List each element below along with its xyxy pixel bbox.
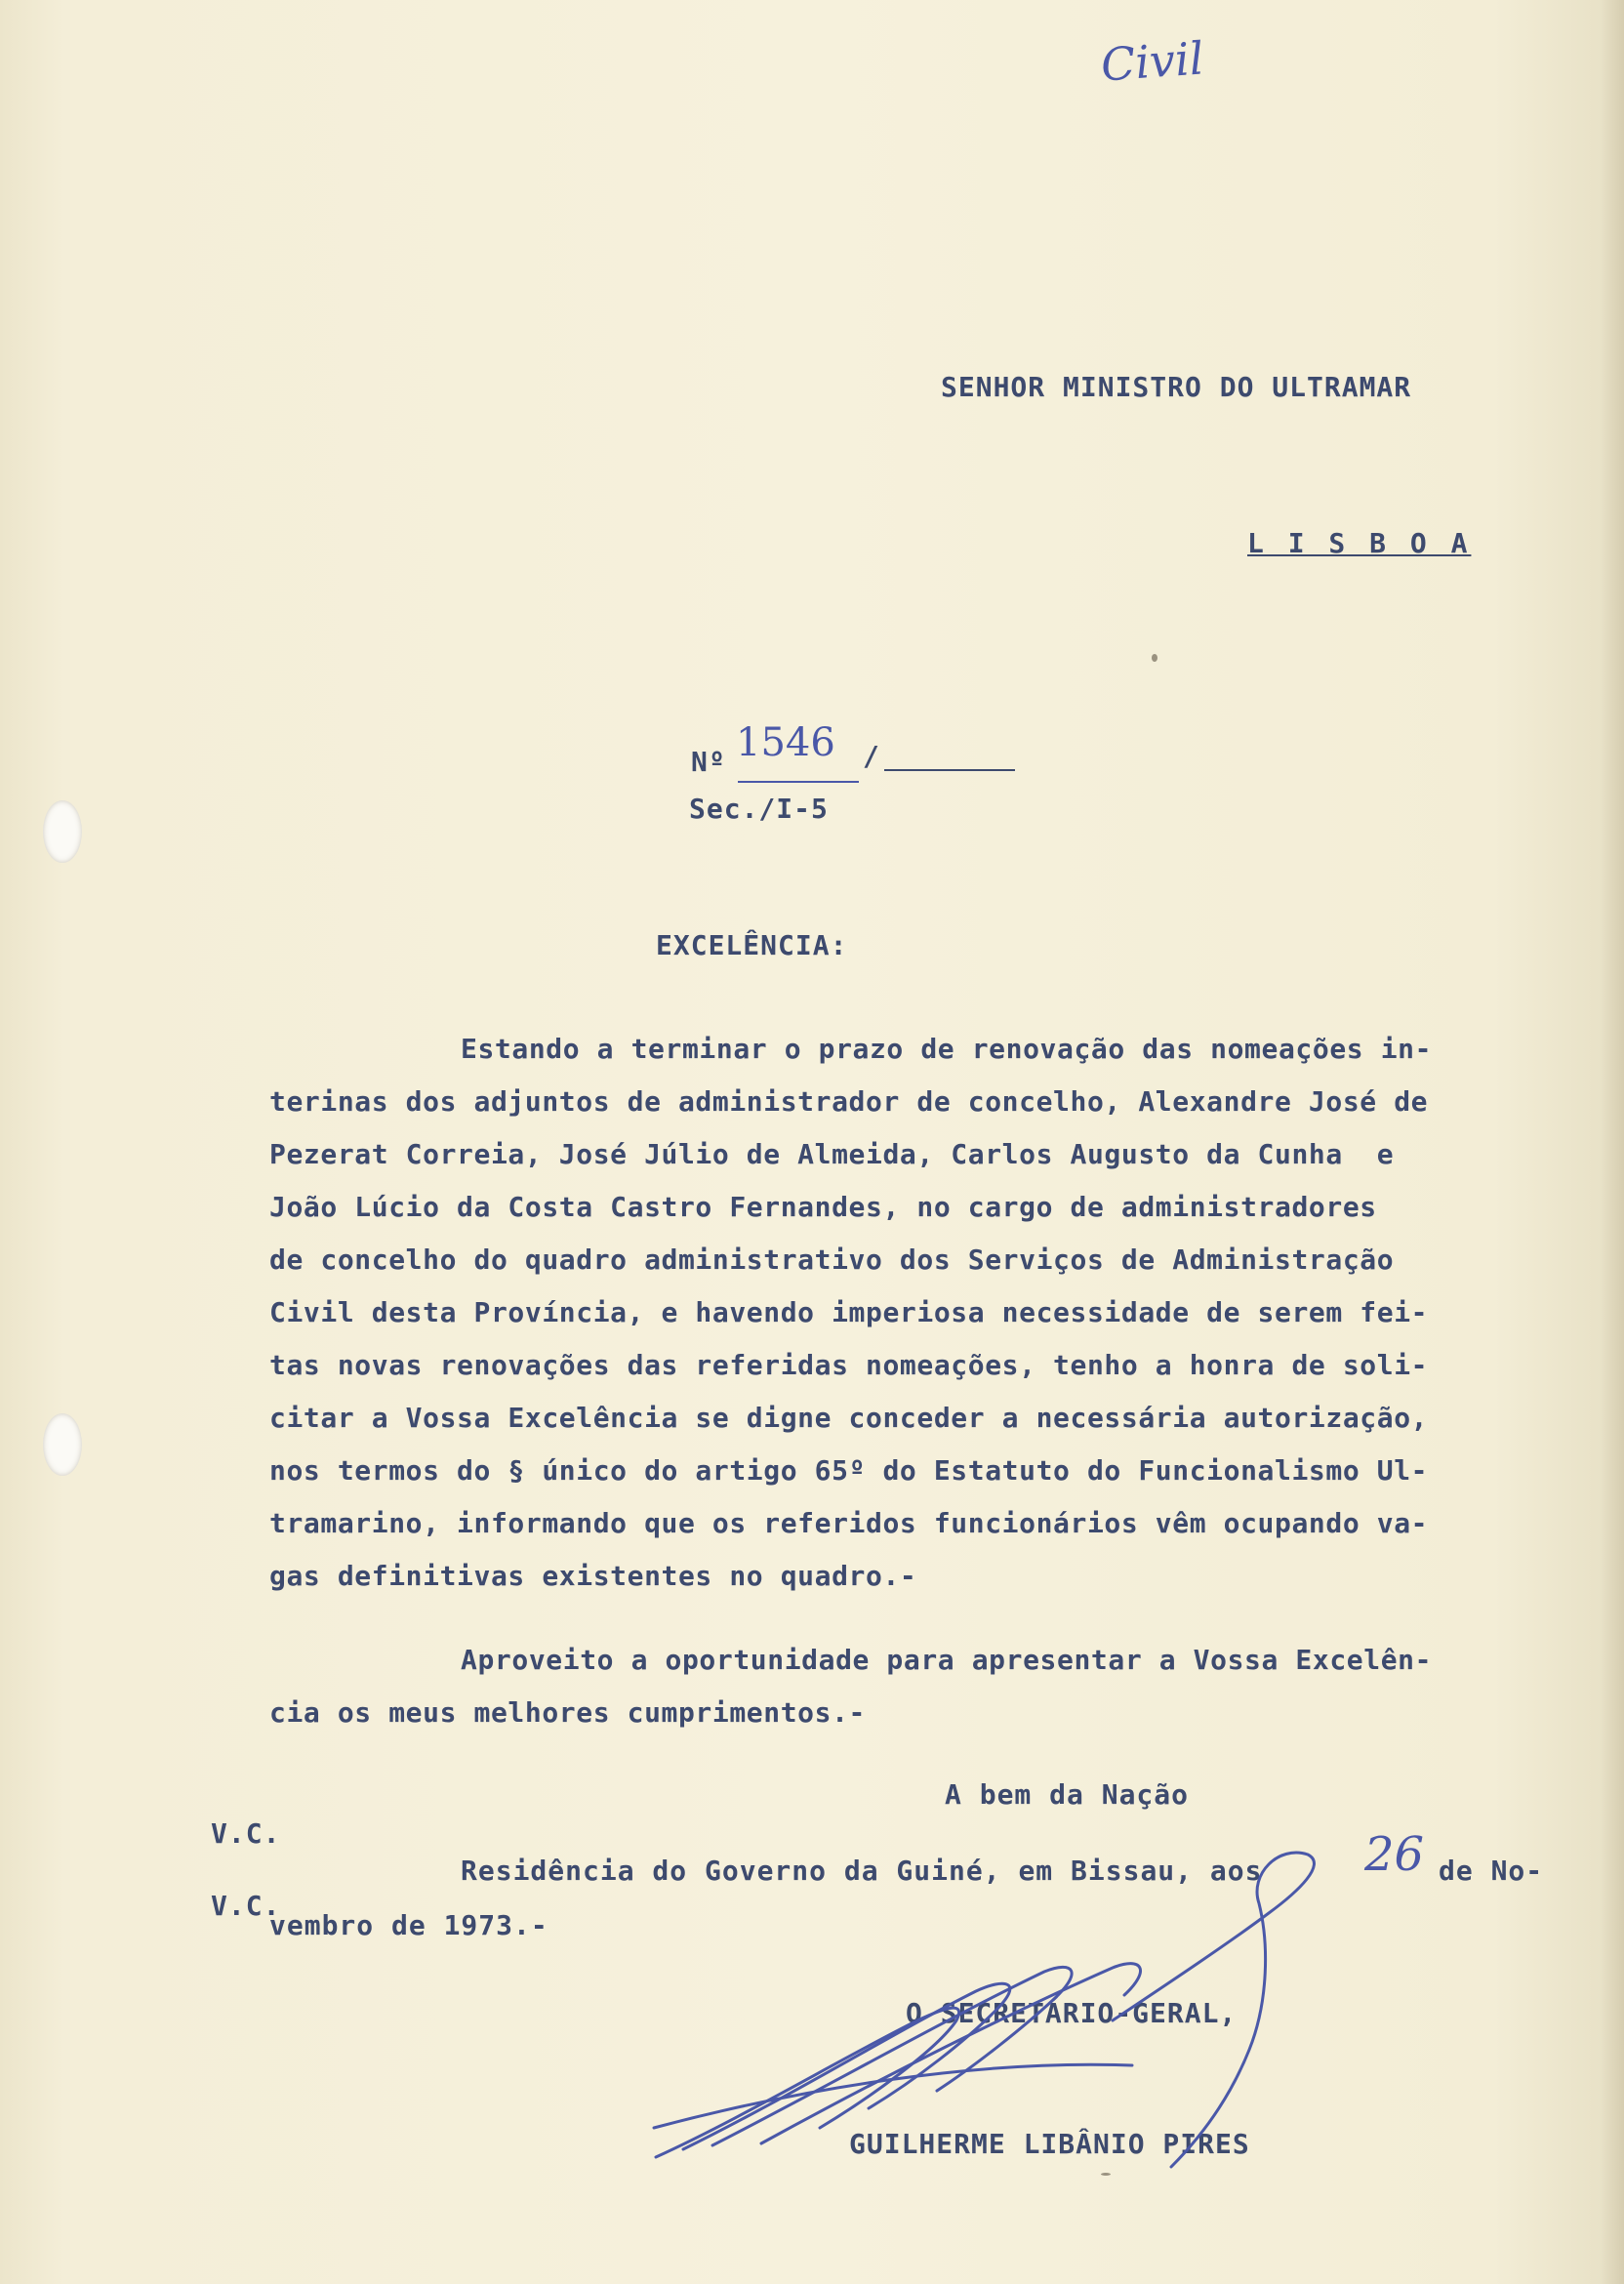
punch-hole	[43, 800, 82, 863]
handwritten-signature	[625, 1835, 1366, 2186]
addressee-line-1: SENHOR MINISTRO DO ULTRAMAR	[941, 371, 1412, 403]
page-edge-shadow	[1601, 0, 1624, 2284]
reference-slash: /	[863, 740, 880, 772]
body-line: Civil desta Província, e havendo imperiosa necessidade de serem fei-	[269, 1296, 1429, 1328]
valediction: A bem da Nação	[945, 1778, 1190, 1811]
letter-body	[269, 1023, 1577, 1603]
section-code: Sec./I-5	[689, 793, 829, 825]
place-date-line-1: Residência do Governo da Guiné, em Bissau, aos	[461, 1855, 1263, 1887]
closing-paragraph	[269, 1634, 1577, 1739]
reference-number-value: 1546	[736, 720, 835, 765]
signatory-title: O SECRETÁRIO-GERAL,	[906, 1997, 1238, 2029]
body-line: citar a Vossa Excelência se digne conceder a necessária autorização,	[269, 1402, 1429, 1434]
place-date-line-1-end: de No-	[1439, 1855, 1544, 1887]
addressee-line-2: L I S B O A	[1247, 527, 1472, 559]
reference-blank-line	[884, 769, 1015, 771]
body-line: Pezerat Correia, José Júlio de Almeida, Carlos Augusto da Cunha e	[269, 1138, 1395, 1170]
reference-underline	[738, 781, 859, 783]
ink-speck	[1152, 654, 1157, 662]
margin-mark: V.C.	[211, 1890, 281, 1922]
signatory-name: GUILHERME LIBÂNIO PIRES	[849, 2128, 1250, 2160]
body-line: tramarino, informando que os referidos funcionários vêm ocupando va-	[269, 1507, 1429, 1539]
punch-hole	[43, 1413, 82, 1476]
body-line: de concelho do quadro administrativo dos Serviços de Administração	[269, 1244, 1395, 1276]
body-line: gas definitivas existentes no quadro.-	[269, 1560, 917, 1592]
reference-number-label: Nº	[691, 746, 726, 778]
body-line: João Lúcio da Costa Castro Fernandes, no cargo de administradores	[269, 1191, 1377, 1223]
body-line: Estando a terminar o prazo de renovação das nomeações in-	[461, 1033, 1433, 1065]
margin-mark: V.C.	[211, 1817, 281, 1850]
body-line: nos termos do § único do artigo 65º do Estatuto do Funcionalismo Ul-	[269, 1454, 1429, 1487]
handwritten-day: 26	[1364, 1827, 1425, 1882]
place-date-line-2: vembro de 1973.-	[269, 1909, 548, 1941]
handwritten-annotation: Civil	[1099, 31, 1206, 92]
closing-line: Aproveito a oportunidade para apresentar a Vossa Excelên-	[461, 1644, 1433, 1676]
body-line: terinas dos adjuntos de administrador de concelho, Alexandre José de	[269, 1085, 1429, 1118]
body-line: tas novas renovações das referidas nomeações, tenho a honra de soli-	[269, 1349, 1429, 1381]
salutation: EXCELÊNCIA:	[656, 929, 848, 961]
closing-line: cia os meus melhores cumprimentos.-	[269, 1696, 867, 1729]
